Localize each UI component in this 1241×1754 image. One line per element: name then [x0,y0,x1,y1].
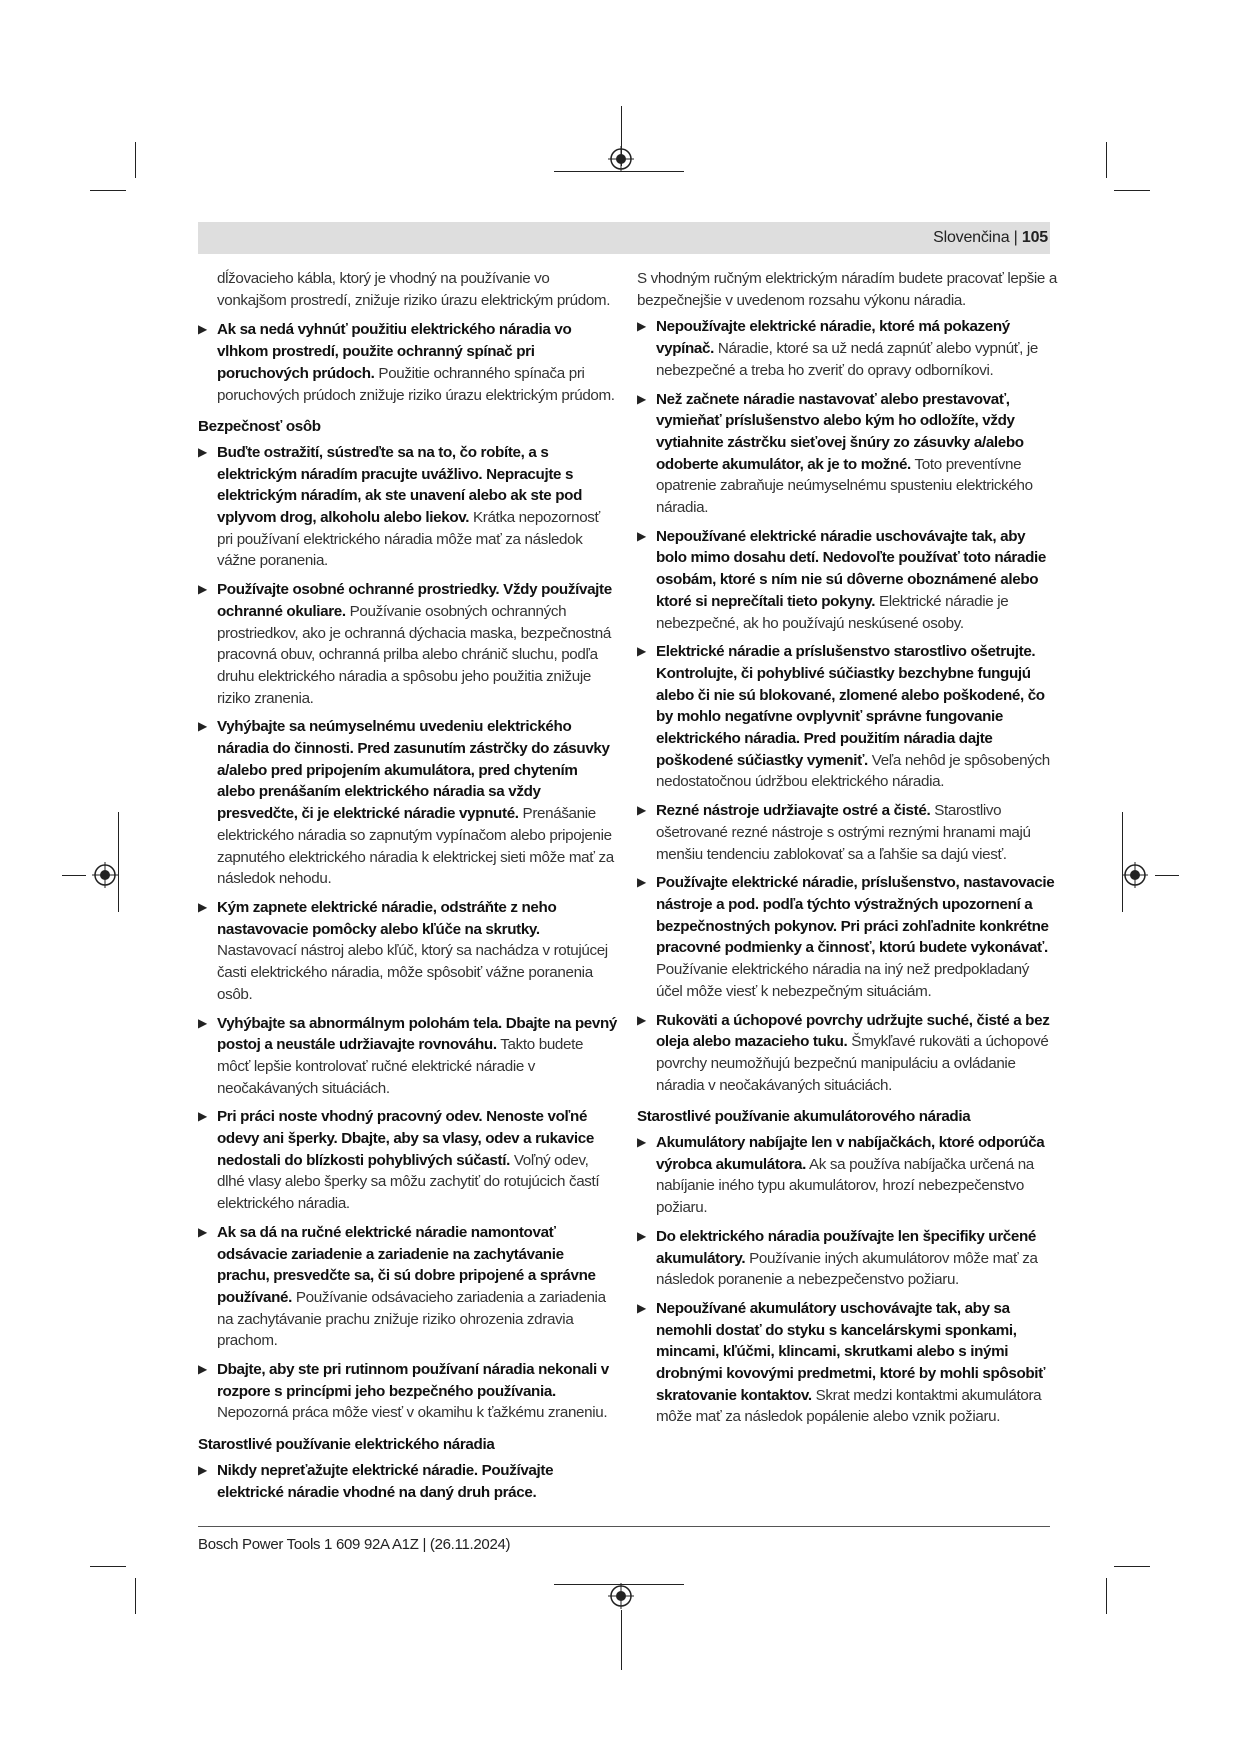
list-item [637,526,1057,635]
page-footer: Bosch Power Tools 1 609 92A A1Z | (26.11.2024) [198,1536,511,1553]
bullet-arrow-icon: ▶ [198,1015,207,1030]
right-column [637,268,1057,1435]
instruction-text: Používanie iných akumulátorov môže mať za následok poranenie a nebezpečenstvo požiaru. [656,1249,1038,1289]
instruction-bold: Buďte ostražití, sústreďte sa na to, čo robíte, a s elektrickým náradím pracujte uvážlivo. Nepracujte s elektrickým náradím, ak ste unavení alebo ak ste pod vplyvom drog, alkoholu alebo liekov. [217,443,583,527]
list-item [198,1222,618,1352]
instruction-bold: Nepoužívané akumulátory uschovávajte tak, aby sa nemohli dostať do styku s kancelárskymi sponkami, mincami, kľúčmi, klincami, skrutkami alebo s inými drobnými kovovými predmetmi, ktoré by mohli spôsobiť skratovanie kontaktov. [656,1299,1046,1404]
footer-divider [198,1526,1050,1527]
bullet-arrow-icon: ▶ [637,1228,646,1243]
instruction-bold: Pri práci noste vhodný pracovný odev. Nenoste voľné odevy ani šperky. Dbajte, aby sa vlasy, odev a rukavice nedostali do blízkosti pohyblivých súčastí. [217,1108,594,1169]
instruction-bold: Vyhýbajte sa abnormálnym polohám tela. Dbajte na pevný postoj a neustále udržiavajte rovnováhu. [217,1014,618,1054]
list-item [198,319,618,406]
instruction-text: Skrat medzi kontaktmi akumulátora môže mať za následok popálenie alebo vznik požiaru. [656,1386,1042,1426]
crop-mark [118,812,119,912]
bullet-arrow-icon: ▶ [198,582,207,597]
bullet-arrow-icon: ▶ [198,322,207,337]
list-item [637,1132,1057,1219]
list-item [637,1226,1057,1291]
instruction-text: Starostlivo ošetrované rezné nástroje s ostrými reznými hranami majú menšiu tendenciu zablokovať sa a ľahšie sa dajú viesť. [656,802,1031,863]
instruction-text: Náradie, ktoré sa už nedá zapnúť alebo vypnúť, je nebezpečné a treba ho zveriť do opravy odborníkovi. [656,340,1038,379]
crop-mark [90,190,126,191]
instruction-bold: Nepoužívajte elektrické náradie, ktoré má pokazený vypínač. [656,318,1010,358]
instruction-bold: Používajte elektrické náradie, príslušenstvo, nastavovacie nástroje a pod. podľa týchto výstražných upozornení a bezpečnostných pokynov. Pri práci zohľadnite konkrétne pracovné podmienky a činnosť, ktorú budete vykonávať. [656,874,1055,957]
instruction-text: Používanie osobných ochranných prostriedkov, ako je ochranná dýchacia maska, bezpečnostná pracovná obuv, ochranná prilba alebo chránič sluchu, podľa druhu elektrického náradia a spôsobu jeho použitia znižuje riziko zranenia. [217,602,611,707]
crop-mark [1155,875,1179,876]
continuation-text: S vhodným ručným elektrickým náradím budete pracovať lepšie a bezpečnejšie v uvedenom rozsahu výkonu náradia. [637,270,1057,309]
instruction-bold: Než začnete náradie nastavovať alebo prestavovať, vymieňať príslušenstvo alebo kým ho odložíte, vždy vytiahnite zástrčku sieťovej šnúry zo zásuvky a/alebo odoberte akumulátor, ak je to možné. [656,390,1024,473]
list-item [637,800,1057,865]
bullet-arrow-icon: ▶ [198,1224,207,1239]
crop-mark [621,106,622,166]
list-item [198,1359,618,1424]
instruction-text: Ak sa používa nabíjačka určená na nabíjanie iného typu akumulátorov, hrozí nebezpečenstvo požiaru. [656,1155,1034,1217]
instruction-bold: Nepoužívané elektrické náradie uschovávajte tak, aby bolo mimo dosahu detí. Nedovoľte používať toto náradie osobám, ktoré s ním nie sú dôverne oboznámené alebo ktoré si neprečítali tieto pokyny. [656,527,1046,610]
bullet-arrow-icon: ▶ [198,444,207,459]
crop-mark [1114,190,1150,191]
list-item [198,1460,618,1503]
page-header [933,229,1048,247]
header-language: Slovenčina [933,229,1010,246]
registration-mark-icon [608,1583,634,1609]
bullet-arrow-icon: ▶ [637,319,646,334]
instruction-bold: Kým zapnete elektrické náradie, odstráňte z neho nastavovacie pomôcky alebo kľúče na skrutky. [217,898,557,938]
bullet-arrow-icon: ▶ [198,719,207,734]
continuation-text: dĺžovacieho kábla, ktorý je vhodný na používanie vo vonkajšom prostredí, znižuje riziko úrazu elektrickým prúdom. [217,270,611,309]
crop-mark [554,171,684,172]
crop-mark [621,1610,622,1670]
instruction-bold: Dbajte, aby ste pri rutinnom používaní náradia nekonali v rozpore s princípmi jeho bezpečného používania. [217,1361,609,1400]
bullet-arrow-icon: ▶ [637,1135,646,1150]
instruction-text: Toto preventívne opatrenie zabraňuje neúmyselnému spusteniu elektrického náradia. [656,455,1033,517]
list-item [637,872,1057,1002]
list-item [637,389,1057,519]
list-item [198,1013,618,1100]
instruction-text: Nastavovací nástroj alebo kľúč, ktorý sa nachádza v rotujúcej časti elektrického náradia, môže spôsobiť vážne poranenia osôb. [217,942,608,1003]
registration-mark-icon [1122,862,1148,888]
instruction-bold: Rezné nástroje udržiavajte ostré a čisté. [656,802,931,820]
list-item [637,1010,1057,1097]
instruction-text: Nepozorná práca môže viesť v okamihu k ťažkému zraneniu. [217,1404,608,1422]
list-item [198,579,618,709]
instruction-text: Krátka nepozornosť pri používaní elektrického náradia môže mať za následok vážne poranenia. [217,509,600,570]
bullet-arrow-icon: ▶ [198,1362,207,1377]
bullet-arrow-icon: ▶ [198,1109,207,1124]
left-column [198,268,618,1510]
instruction-bold: Vyhýbajte sa neúmyselnému uvedeniu elektrického náradia do činnosti. Pred zasunutím zástrčky do zásuvky a/alebo pred pripojením akumulátora, pred chytením alebo prenášaním elektrického náradia sa vždy presvedčte, či je elektrické náradie vypnuté. [217,718,610,823]
section-heading: Bezpečnosť osôb [198,418,321,436]
page-number: 105 [1021,229,1048,246]
section-heading: Starostlivé používanie elektrického náradia [198,1436,495,1454]
bullet-arrow-icon: ▶ [637,644,646,659]
bullet-arrow-icon: ▶ [637,528,646,543]
list-item [198,897,618,1006]
instruction-text: Veľa nehôd je spôsobených nedostatočnou údržbou elektrického náradia. [656,751,1050,791]
instruction-text: Používanie odsávacieho zariadenia a zariadenia na zachytávanie prachu znižuje riziko ohrozenia zdravia prachom. [217,1288,606,1350]
list-item [198,442,618,572]
header-separator: | [1009,229,1022,246]
list-item [637,1298,1057,1428]
instruction-bold: Nikdy nepreťažujte elektrické náradie. Používajte elektrické náradie vhodné na daný druh práce. [217,1461,554,1501]
registration-mark-icon [92,862,118,888]
instruction-text: Voľný odev, dlhé vlasy alebo šperky sa môžu zachytiť do rotujúcich častí elektrického náradia. [217,1151,600,1213]
instruction-bold: Akumulátory nabíjajte len v nabíjačkách, ktoré odporúča výrobca akumulátora. [656,1134,1045,1173]
instruction-bold: Elektrické náradie a príslušenstvo starostlivo ošetrujte. Kontrolujte, či pohyblivé súčiastky bezchybne fungujú alebo či nie sú blokované, zlomené alebo poškodené, čo by mohlo negatívne ovplyvniť správne fungovanie elektrického náradia. Pred použitím náradia dajte poškodené súčiastky vymeniť. [656,643,1045,769]
list-item [198,716,618,890]
crop-mark [135,142,136,178]
section-heading: Starostlivé používanie akumulátorového náradia [637,1108,971,1126]
bullet-arrow-icon: ▶ [637,803,646,818]
instruction-bold: Rukoväti a úchopové povrchy udržujte suché, čisté a bez oleja alebo mazacieho tuku. [656,1011,1050,1051]
crop-mark [62,875,86,876]
crop-mark [1106,1578,1107,1614]
list-item [198,1106,618,1215]
instruction-bold: Do elektrického náradia používajte len špecifiky určené akumulátory. [656,1227,1036,1267]
instruction-text: Takto budete môcť lepšie kontrolovať ručné elektrické náradie v neočakávaných situáciách. [217,1036,584,1097]
bullet-arrow-icon: ▶ [637,1012,646,1027]
crop-mark [1114,1566,1150,1567]
instruction-text: Prenášanie elektrického náradia so zapnutým vypínačom alebo pripojenie zapnutého elektrického náradia k elektrickej sieti môže mať za následok nehodu. [217,805,614,888]
crop-mark [1106,142,1107,178]
instruction-bold: Ak sa nedá vyhnúť použitiu elektrického náradia vo vlhkom prostredí, použite ochranný spínač pri poruchových prúdoch. [217,321,572,382]
bullet-arrow-icon: ▶ [637,875,646,890]
instruction-text: Šmykľavé rukoväti a úchopové povrchy neumožňujú bezpečnú manipuláciu a ovládanie náradia v neočakávaných situáciách. [656,1033,1049,1094]
bullet-arrow-icon: ▶ [637,1300,646,1315]
instruction-text: Elektrické náradie je nebezpečné, ak ho používajú neskúsené osoby. [656,592,1009,632]
instruction-text: Používanie elektrického náradia na iný než predpokladaný účel môže viesť k nebezpečným situáciám. [656,961,1029,1000]
bullet-arrow-icon: ▶ [198,1462,207,1477]
crop-mark [554,1584,684,1585]
instruction-text: Použitie ochranného spínača pri poruchových prúdoch znižuje riziko úrazu elektrickým prúdom. [217,364,615,404]
crop-mark [135,1578,136,1614]
bullet-arrow-icon: ▶ [637,391,646,406]
instruction-bold: Používajte osobné ochranné prostriedky. Vždy používajte ochranné okuliare. [217,581,612,620]
bullet-arrow-icon: ▶ [198,899,207,914]
list-item [637,316,1057,381]
crop-mark [1122,812,1123,912]
crop-mark [90,1566,126,1567]
header-bar [198,222,1050,254]
list-item [637,641,1057,793]
instruction-bold: Ak sa dá na ručné elektrické náradie namontovať odsávacie zariadenie a zariadenie na zachytávanie prachu, presvedčte sa, či sú dobre pripojené a správne používané. [217,1223,596,1306]
